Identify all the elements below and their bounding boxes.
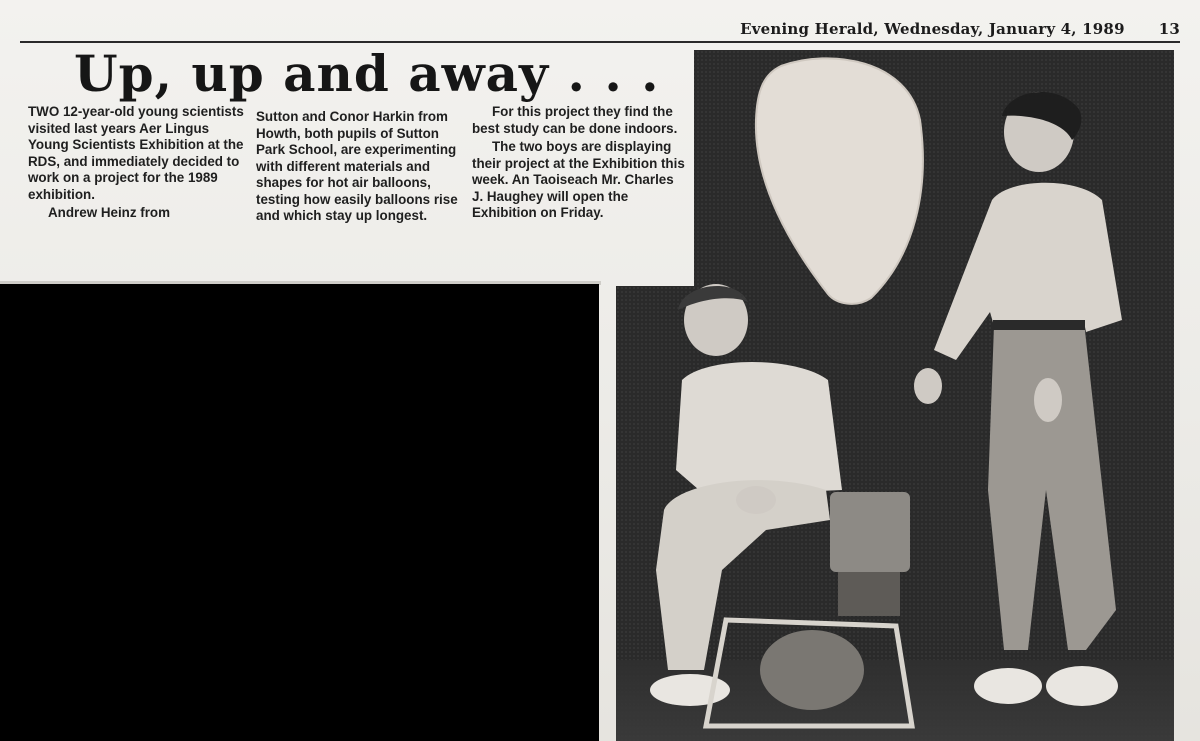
column-2-paragraph-1: Sutton and Conor Harkin from Howth, both pupils of Sutton Park School, are experimenting with different materials and shapes for hot air balloons, testing how easily balloons rise and which stay up longest.: [256, 109, 458, 223]
column-1-paragraph-1: TWO 12-year-old young scientists visited last years Aer Lingus Young Scientists Exhibition at the RDS, and immediately decided to work on a project for the 1989 exhibition.: [28, 104, 244, 202]
article-column-2: [256, 109, 471, 225]
page-number: 13: [1158, 20, 1180, 38]
article-column-1: [28, 104, 253, 222]
article-headline: Up, up and away . . .: [74, 44, 660, 103]
masthead-rule: [20, 41, 1180, 43]
masthead: [740, 20, 1180, 38]
news-photo: [616, 50, 1174, 741]
column-3-paragraph-2: The two boys are displaying their project at the Exhibition this week. An Taoiseach Mr. Charles J. Haughey will open the Exhibition on Friday.: [472, 139, 685, 220]
masthead-title: Evening Herald, Wednesday, January 4, 1989: [740, 20, 1125, 38]
column-1-paragraph-2: Andrew Heinz from: [48, 205, 171, 220]
redacted-block: [0, 284, 599, 741]
column-3-paragraph-1: For this project they find the best study can be done indoors.: [472, 104, 678, 136]
